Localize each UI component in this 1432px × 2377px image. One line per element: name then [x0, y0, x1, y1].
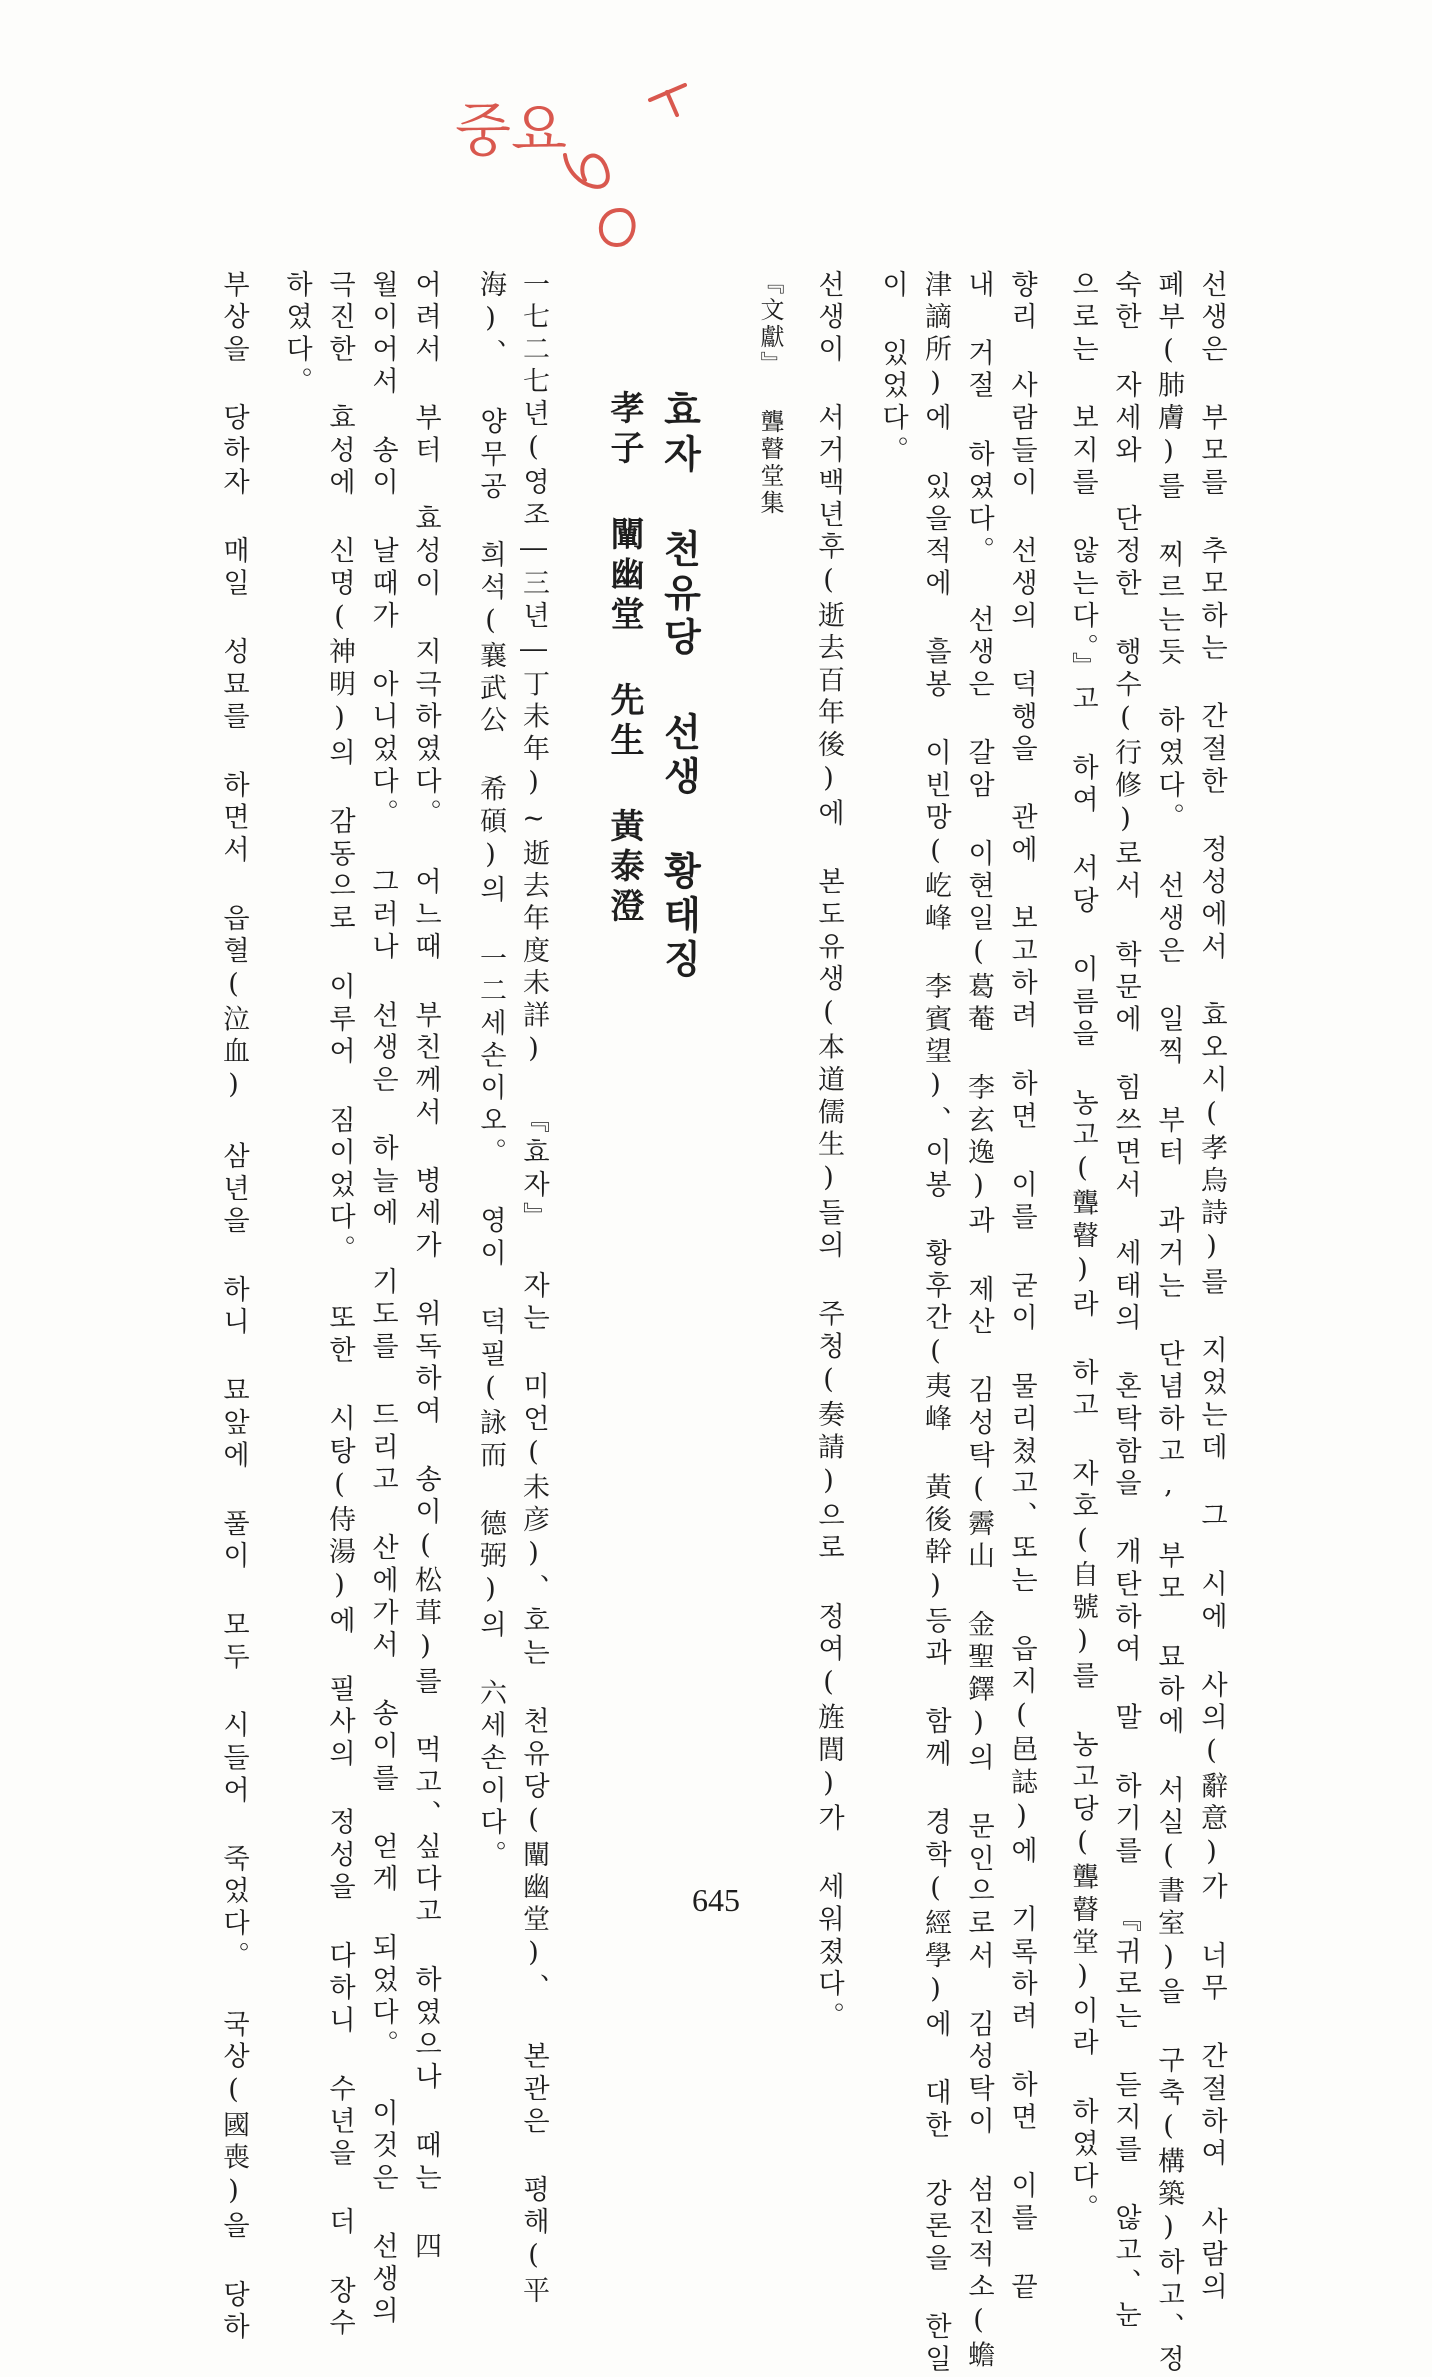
text-column-9: 선생이 서거백년후(逝去百年後)에 본도유생(本道儒生)들의 주청(奏請)으로 정여(旌閭)가 세워졌다。 — [813, 270, 844, 2034]
text-column-4: 으로는 보지를 않는다。』고 하여 서당 이름을 농고(聾瞽)라 하고 자호(自號)를 농고당(聾瞽堂)이라 하였다。 — [1067, 270, 1098, 2227]
section-title-hanja: 孝子 闡幽堂 先生 黃泰澄 — [604, 390, 644, 928]
text-column-7: 津謫所)에 있을적에 흘봉 이빈망(屹峰 李賓望)、이봉 황후간(夷峰 黃後幹)등과 함께 경학(經學)에 대한 강론을 한일 — [920, 270, 951, 2377]
text-column-14: 海)、 양무공 희석(襄武公 希碩)의 一二세손이오。 영이 덕필(詠而 德弼)의 六세손이다。 — [475, 270, 506, 1873]
text-column-5: 향리 사람들이 선생의 덕행을 관에 보고하려 하면 이를 굳이 물리쳤고、또는 읍지(邑誌)에 기록하려 하면 이를 끝 — [1006, 270, 1037, 2305]
text-column-18: 하였다。 — [281, 270, 312, 400]
text-column-1: 선생은 부모를 추모하는 간절한 정성에서 효오시(孝烏詩)를 지었는데 그 시에 사의(辭意)가 너무 간절하여 사람의 — [1196, 270, 1227, 2305]
text-column-3: 숙한 자세와 단정한 행수(行修)로서 학문에 힘쓰면서 세태의 혼탁함을 개탄하여 말 하기를 『귀로는 듣지를 않고、눈 — [1110, 270, 1141, 2333]
text-column-2: 폐부(肺膚)를 찌르는듯 하였다。 선생은 일찍 부터 과거는 단념하고, 부모 묘하에 서실(書室)을 구축(構築)하고、정 — [1153, 270, 1184, 2377]
source-citation: 『文獻』 聾瞽堂集 — [756, 270, 784, 517]
text-column-8: 이 있었다。 — [877, 270, 908, 468]
handwriting-mark — [445, 60, 705, 260]
handwritten-annotation — [445, 60, 705, 260]
annotation-text: 중요 — [455, 96, 568, 164]
text-column-6: 내 거절 하였다。 선생은 갈암 이현일(葛菴 李玄逸)과 제산 김성탁(霽山 金聖鐸)의 문인으로서 김성탁이 섬진적소(蟾 — [963, 270, 994, 2373]
page-number: 645 — [692, 1882, 740, 1918]
text-column-17: 극진한 효성에 신명(神明)의 감동으로 이루어 짐이었다。 또한 시탕(侍湯)에 필사의 정성을 다하니 수년을 더 장수 — [324, 270, 355, 2341]
text-column-16: 월이어서 송이 날때가 아니었다。 그러나 선생은 하늘에 기도를 드리고 산에가서 송이를 얻게 되었다。 이것은 선생의 — [367, 270, 398, 2329]
text-column-15: 어려서 부터 효성이 지극하였다。 어느때 부친께서 병세가 위독하여 송이(松茸)를 먹고、싶다고 하였으나 때는 四 — [410, 270, 441, 2264]
section-title: 효자 천유당 선생 황태징 — [657, 390, 702, 983]
text-column-13: 一七二七년(영조―三년―丁未年)~逝去年度未詳) 『효자』 자는 미언(未彦)、호는 천유당(闡幽堂)、 본관은 평해(平 — [518, 270, 549, 2309]
text-column-19: 부상을 당하자 매일 성묘를 하면서 읍혈(泣血) 삼년을 하니 묘앞에 풀이 모두 시들어 죽었다。 국상(國喪)을 당하 — [218, 270, 249, 2345]
